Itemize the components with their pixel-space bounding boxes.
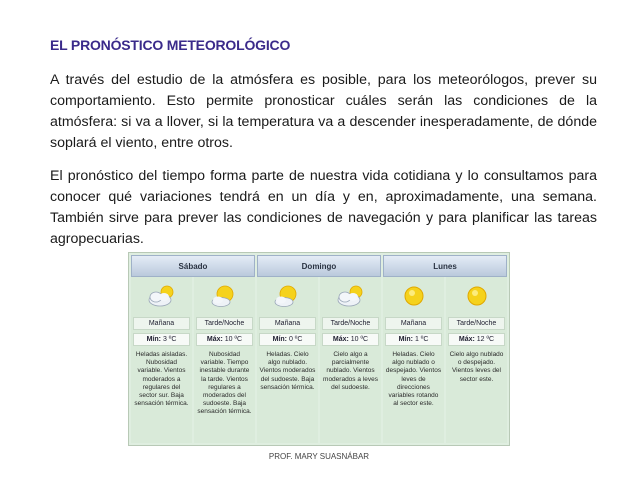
period-label: Mañana <box>259 317 316 330</box>
temp-kind: Máx: <box>206 336 223 343</box>
temp-kind: Mín: <box>272 336 287 343</box>
weather-forecast-panel <box>128 252 510 446</box>
temp-kind: Máx: <box>458 336 475 343</box>
forecast-column <box>446 277 507 443</box>
day-header-lunes: Lunes <box>383 255 507 277</box>
page-title: EL PRONÓSTICO METEOROLÓGICO <box>50 37 291 53</box>
forecast-column <box>383 277 444 443</box>
period-label: Tarde/Noche <box>196 317 253 330</box>
sun-icon <box>397 281 431 311</box>
temperature-label <box>196 333 253 346</box>
temp-value: 12 ºC <box>476 336 495 343</box>
forecast-description: Heladas. Cielo algo nublado o despejado. Vientos leves de direcciones variables rotando al sector este. <box>385 351 442 408</box>
forecast-columns <box>129 277 509 445</box>
temp-kind: Mín: <box>146 336 161 343</box>
temperature-label <box>133 333 190 346</box>
forecast-column <box>320 277 381 443</box>
forecast-description: Cielo algo nublado o despejado. Vientos leves del sector este. <box>449 351 504 383</box>
day-headers <box>129 253 509 277</box>
temp-kind: Mín: <box>398 336 413 343</box>
forecast-description: Heladas aisladas. Nubosidad variable. Vientos moderados a regulares del sector sur. Baja sensación térmica. <box>134 351 189 408</box>
day-header-domingo: Domingo <box>257 255 381 277</box>
forecast-column <box>257 277 318 443</box>
cloud-sun-icon <box>334 281 368 311</box>
sun-cloud-icon <box>271 281 305 311</box>
paragraph-1: A través del estudio de la atmósfera es posible, para los meteorólogos, prever su comportamiento. Esto permite pronosticar cuáles serán las condiciones de la atmósfera: si va a llover, si la temperatura va a descender inesperadamente, de dónde soplará el viento, entre otros. <box>50 72 597 151</box>
temp-value: 10 ºC <box>224 336 243 343</box>
period-label: Mañana <box>385 317 442 330</box>
period-label: Mañana <box>133 317 190 330</box>
temperature-label <box>259 333 316 346</box>
temp-value: 3 ºC <box>162 336 177 343</box>
forecast-column <box>131 277 192 443</box>
temperature-label <box>385 333 442 346</box>
sun-icon <box>460 281 494 311</box>
forecast-description: Heladas. Cielo algo nublado. Vientos moderados del sudoeste. Baja sensación térmica. <box>259 351 316 391</box>
temperature-label <box>448 333 505 346</box>
forecast-column <box>194 277 255 443</box>
sun-cloud-icon <box>208 281 242 311</box>
footer-author: PROF. MARY SUASNÁBAR <box>268 452 370 461</box>
temp-value: 0 ºC <box>288 336 303 343</box>
temperature-label <box>322 333 379 346</box>
period-label: Tarde/Noche <box>322 317 379 330</box>
period-label: Tarde/Noche <box>448 317 505 330</box>
temp-kind: Máx: <box>332 336 349 343</box>
temp-value: 10 ºC <box>350 336 369 343</box>
cloud-sun-icon <box>145 281 179 311</box>
forecast-description: Nubosidad variable. Tiempo inestable durante la tarde. Vientos regulares a moderados del sudoeste. Baja sensación térmica. <box>197 351 252 416</box>
paragraph-2: El pronóstico del tiempo forma parte de nuestra vida cotidiana y lo consultamos para conocer qué variaciones tendrá en un día y en, aproximadamente, una semana. También sirve para prever las condiciones de navegación y para planificar las tareas agropecuarias. <box>50 168 597 247</box>
temp-value: 1 ºC <box>414 336 429 343</box>
forecast-description: Cielo algo a parcialmente nublado. Vientos moderados a leves del sudoeste. <box>323 351 378 391</box>
day-header-sabado: Sábado <box>131 255 255 277</box>
